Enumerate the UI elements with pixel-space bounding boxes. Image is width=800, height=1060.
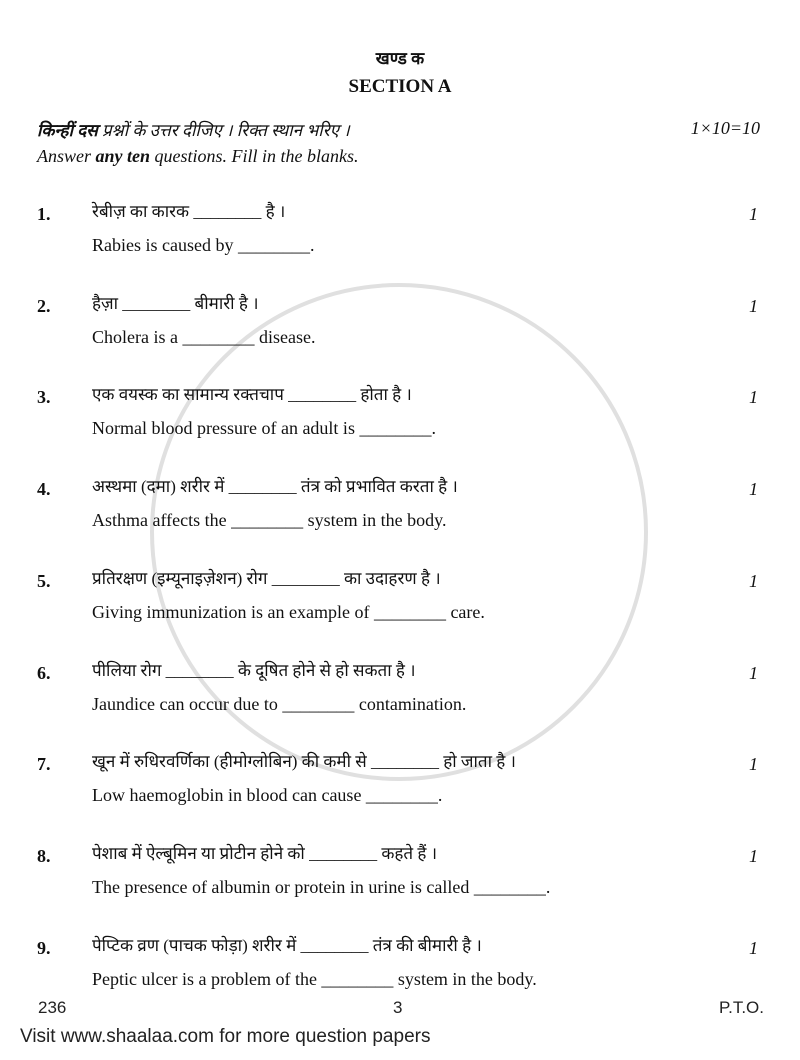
instruction-pre: Answer xyxy=(37,146,96,166)
question-hindi: हैज़ा ________ बीमारी है । xyxy=(92,293,259,313)
question-english: Asthma affects the ________ system in the body. xyxy=(92,510,447,531)
pto-label: P.T.O. xyxy=(718,998,764,1017)
section-title-hindi: खण्ड क xyxy=(375,49,425,68)
question-hindi: खून में रुधिरवर्णिका (हीमोग्लोबिन) की कमी से ________ हो जाता है । xyxy=(92,752,516,772)
question-marks: 1 xyxy=(749,845,758,866)
question-hindi: पीलिया रोग ________ के दूषित होने से हो सकता है । xyxy=(92,660,416,680)
question-body xyxy=(92,752,722,806)
question-number: 7. xyxy=(37,754,51,775)
instruction-hindi xyxy=(37,118,597,141)
question-hindi: प्रतिरक्षण (इम्यूनाइज़ेशन) रोग ________ का उदाहरण है । xyxy=(92,568,441,588)
question-hindi: अस्थमा (दमा) शरीर में ________ तंत्र को प्रभावित करता है । xyxy=(92,477,458,497)
question-body xyxy=(92,202,722,256)
question-marks: 1 xyxy=(749,754,758,775)
question-hindi: रेबीज़ का कारक ________ है । xyxy=(92,202,286,221)
question-english: Giving immunization is an example of ________ care. xyxy=(92,601,485,622)
question-number: 3. xyxy=(37,387,51,408)
question-body xyxy=(92,294,722,348)
page-number: 3 xyxy=(393,998,403,1017)
question-number: 4. xyxy=(37,479,51,500)
question-number: 1. xyxy=(37,204,51,224)
question-english: Normal blood pressure of an adult is ________. xyxy=(92,418,436,439)
instruction-english xyxy=(37,146,359,167)
question-marks: 1 xyxy=(749,570,758,591)
question-body xyxy=(92,477,722,531)
section-title: SECTION A xyxy=(348,76,452,97)
question-english: Rabies is caused by ________. xyxy=(92,235,315,255)
question-english: The presence of albumin or protein in urine is called ________. xyxy=(92,876,551,897)
question-body xyxy=(92,844,722,898)
paper-code: 236 xyxy=(38,998,67,1017)
question-number: 2. xyxy=(37,295,51,316)
question-marks: 1 xyxy=(749,295,758,316)
question-hindi: एक वयस्क का सामान्य रक्तचाप ________ होता है । xyxy=(92,385,412,405)
instruction-post: questions. Fill in the blanks. xyxy=(150,146,359,166)
question-english: Low haemoglobin in blood can cause ________. xyxy=(92,785,443,806)
question-number: 8. xyxy=(37,845,51,866)
question-number: 6. xyxy=(37,662,51,683)
section-marks: 1×10=10 xyxy=(690,118,760,138)
question-marks: 1 xyxy=(749,204,758,224)
question-marks: 1 xyxy=(749,479,758,500)
question-english: Jaundice can occur due to ________ contamination. xyxy=(92,693,467,714)
instruction-hindi-rest: प्रश्नों के उत्तर दीजिए । रिक्त स्थान भरिए । xyxy=(97,121,350,140)
question-body xyxy=(92,936,722,990)
question-marks: 1 xyxy=(749,387,758,408)
question-body xyxy=(92,661,722,715)
question-marks: 1 xyxy=(749,937,758,958)
question-number: 5. xyxy=(37,570,51,591)
question-english: Cholera is a ________ disease. xyxy=(92,326,316,347)
instruction-hindi-bold: किन्हीं दस xyxy=(37,121,98,140)
question-marks: 1 xyxy=(749,662,758,683)
question-number: 9. xyxy=(37,937,51,958)
question-body xyxy=(92,385,722,439)
instruction-bold: any ten xyxy=(95,146,151,166)
question-hindi: पेप्टिक व्रण (पाचक फोड़ा) शरीर में ________ तंत्र की बीमारी है । xyxy=(92,935,482,955)
question-body xyxy=(92,569,722,623)
question-hindi: पेशाब में ऐल्बूमिन या प्रोटीन होने को ________ कहते हैं । xyxy=(92,843,438,863)
question-english: Peptic ulcer is a problem of the ________ system in the body. xyxy=(92,968,537,989)
visit-link[interactable]: Visit www.shaalaa.com for more question papers xyxy=(20,1026,431,1047)
